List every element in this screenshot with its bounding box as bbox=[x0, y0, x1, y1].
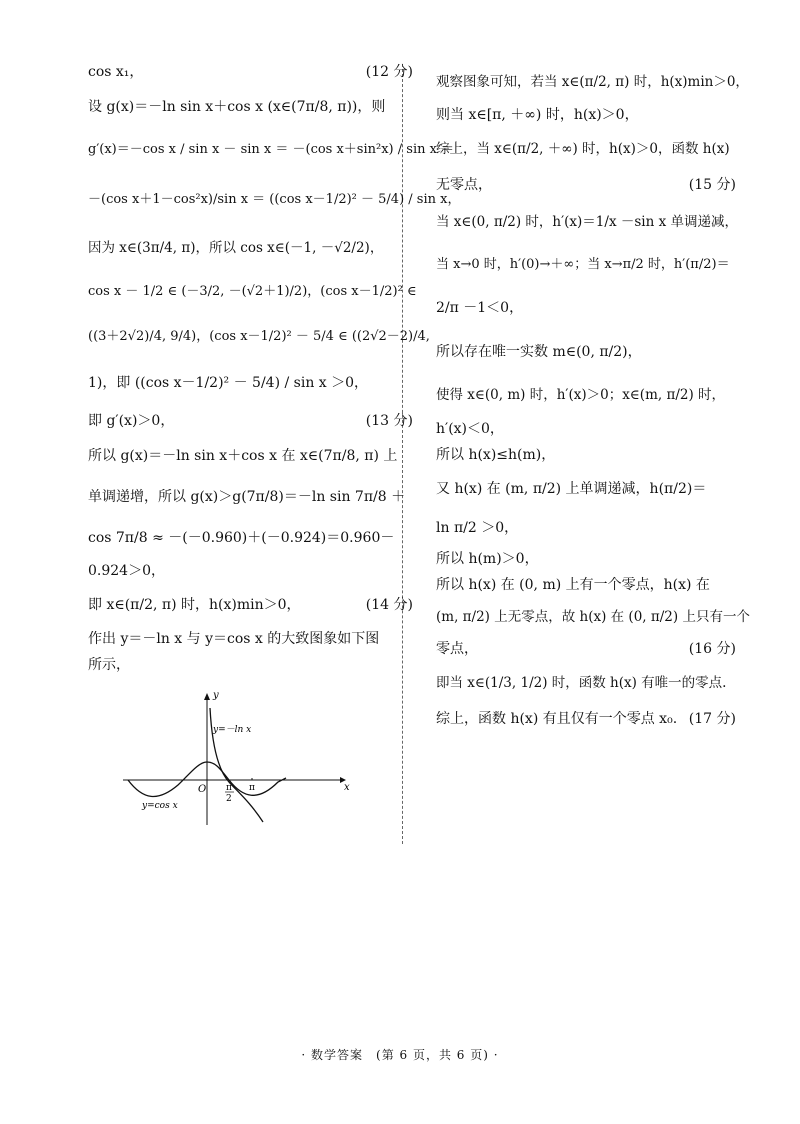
line bbox=[436, 572, 736, 598]
text: g′(x)＝－cos x / sin x － sin x ＝ －(cos x＋sin²x) / sin x ＝ bbox=[88, 142, 455, 157]
origin-label: O bbox=[198, 784, 207, 795]
text: h′(x)＜0， bbox=[436, 421, 504, 437]
line bbox=[88, 270, 417, 314]
line bbox=[88, 88, 413, 126]
line bbox=[436, 62, 749, 102]
line bbox=[436, 510, 736, 546]
score: (15 分) bbox=[688, 177, 736, 193]
text: 单调递增，所以 g(x)＞g(7π/8)＝－ln sin 7π/8 ＋ bbox=[88, 489, 406, 505]
text: cos 7π/8 ≈ －(－0.960)＋(－0.924)＝0.960－ bbox=[88, 530, 395, 546]
line bbox=[436, 704, 736, 734]
page-footer: · 数学答案 (第 6 页，共 6 页) · bbox=[301, 1048, 499, 1062]
tick-pi: π bbox=[249, 783, 255, 793]
line bbox=[88, 626, 413, 652]
line bbox=[88, 558, 413, 584]
score: (14 分) bbox=[365, 597, 413, 613]
text: 所以 h(x) 在 (0, m) 上有一个零点，h(x) 在 bbox=[436, 577, 710, 593]
line bbox=[88, 476, 413, 518]
text: 设 g(x)＝－ln sin x＋cos x bbox=[88, 99, 263, 115]
line bbox=[436, 102, 736, 128]
line bbox=[88, 360, 413, 406]
ln-curve-label: y=－ln x bbox=[213, 725, 252, 735]
text: 当 x∈(0, π/2) 时，h′(x)＝1/x －sin x 单调递减， bbox=[436, 214, 738, 230]
text: 即当 x∈(1/3, 1/2) 时，函数 h(x) 有唯一的零点. bbox=[436, 675, 727, 691]
line bbox=[436, 200, 736, 244]
right-column bbox=[436, 62, 750, 734]
tick-pi-over-2-numerator: π bbox=[226, 783, 232, 793]
text: 当 x→0 时，h′(0)→＋∞；当 x→π/2 时，h′(π/2)＝ bbox=[436, 257, 730, 272]
text: 因为 x∈(3π/4, π)，所以 cos x∈(－1, －√2/2)， bbox=[88, 240, 384, 256]
text: 所以 h(x)≤h(m)， bbox=[436, 447, 556, 463]
line bbox=[436, 244, 736, 286]
text: 使得 x∈(0, m) 时，h′(x)＞0；x∈(m, π/2) 时， bbox=[436, 387, 726, 403]
x-axis-label: x bbox=[344, 782, 350, 793]
text: 观察图象可知，若当 x∈(π/2, π) 时，h(x)min＞0， bbox=[436, 74, 749, 90]
line bbox=[88, 406, 413, 436]
text: 所示， bbox=[88, 657, 130, 673]
line bbox=[436, 442, 736, 468]
y-axis-arrow bbox=[204, 693, 210, 700]
text: 无零点， bbox=[436, 177, 492, 193]
line bbox=[88, 584, 413, 626]
text: ((3＋2√2)/4, 9/4)，(cos x－1/2)² － 5/4 ∈ ((2√2－2)/4, bbox=[88, 329, 430, 344]
text: 0.924＞0， bbox=[88, 563, 165, 579]
score: (16 分) bbox=[688, 641, 736, 657]
text: 所以存在唯一实数 m∈(0, π/2)， bbox=[436, 344, 642, 360]
line bbox=[88, 226, 413, 270]
score: (12 分) bbox=[365, 64, 413, 80]
score: (17 分) bbox=[688, 711, 736, 727]
text: 零点， bbox=[436, 641, 478, 657]
line bbox=[436, 330, 736, 374]
tick-pi-over-2-denominator: 2 bbox=[226, 794, 232, 804]
text: 作出 y＝－ln x 与 y＝cos x 的大致图象如下图 bbox=[88, 631, 380, 647]
line bbox=[88, 126, 455, 174]
text: 即 x∈(π/2, π) 时，h(x)min＞0， bbox=[88, 597, 301, 613]
text: －(cos x＋1－cos²x)/sin x ＝ ((cos x－1/2)² － 5/4) / sin x， bbox=[88, 192, 461, 207]
line bbox=[436, 128, 736, 170]
line bbox=[88, 518, 413, 558]
text: 所以 g(x)＝－ln sin x＋cos x 在 x∈(7π/8, π) 上 bbox=[88, 448, 398, 464]
y-axis-label: y bbox=[213, 690, 219, 701]
text: 即 g′(x)＞0， bbox=[88, 413, 175, 429]
text: 综上，当 x∈(π/2, ＋∞) 时，h(x)＞0，函数 h(x) bbox=[436, 141, 730, 157]
text: cos x₁， bbox=[88, 64, 144, 80]
line bbox=[88, 436, 413, 476]
line bbox=[88, 652, 413, 678]
text: 综上，函数 h(x) 有且仅有一个零点 x₀. bbox=[436, 711, 678, 727]
line bbox=[436, 286, 736, 330]
text: (m, π/2) 上无零点，故 h(x) 在 (0, π/2) 上只有一个 bbox=[436, 609, 750, 625]
text: 又 h(x) 在 (m, π/2) 上单调递减，h(π/2)＝ bbox=[436, 481, 707, 497]
text: (x∈(7π/8, π))，则 bbox=[267, 99, 386, 115]
line bbox=[88, 62, 413, 88]
line bbox=[436, 170, 736, 200]
cos-curve-label: y=cos x bbox=[142, 801, 178, 811]
text: cos x － 1/2 ∈ (－3/2, －(√2＋1)/2)，(cos x－1/2)² ∈ bbox=[88, 284, 417, 299]
line bbox=[436, 598, 750, 636]
text: 2/π －1＜0， bbox=[436, 300, 524, 316]
line bbox=[436, 374, 736, 416]
score: (13 分) bbox=[365, 413, 413, 429]
line bbox=[436, 636, 736, 662]
text: 所以 h(m)＞0， bbox=[436, 551, 539, 567]
text: 1)，即 ((cos x－1/2)² － 5/4) / sin x ＞0， bbox=[88, 375, 369, 391]
line bbox=[88, 314, 430, 360]
line bbox=[436, 468, 736, 510]
line bbox=[436, 416, 736, 442]
line bbox=[436, 546, 736, 572]
function-graph bbox=[118, 690, 358, 830]
text: ln π/2 ＞0， bbox=[436, 520, 519, 536]
line bbox=[436, 662, 736, 704]
line bbox=[88, 174, 461, 226]
text: 则当 x∈[π, ＋∞) 时，h(x)＞0， bbox=[436, 107, 639, 123]
